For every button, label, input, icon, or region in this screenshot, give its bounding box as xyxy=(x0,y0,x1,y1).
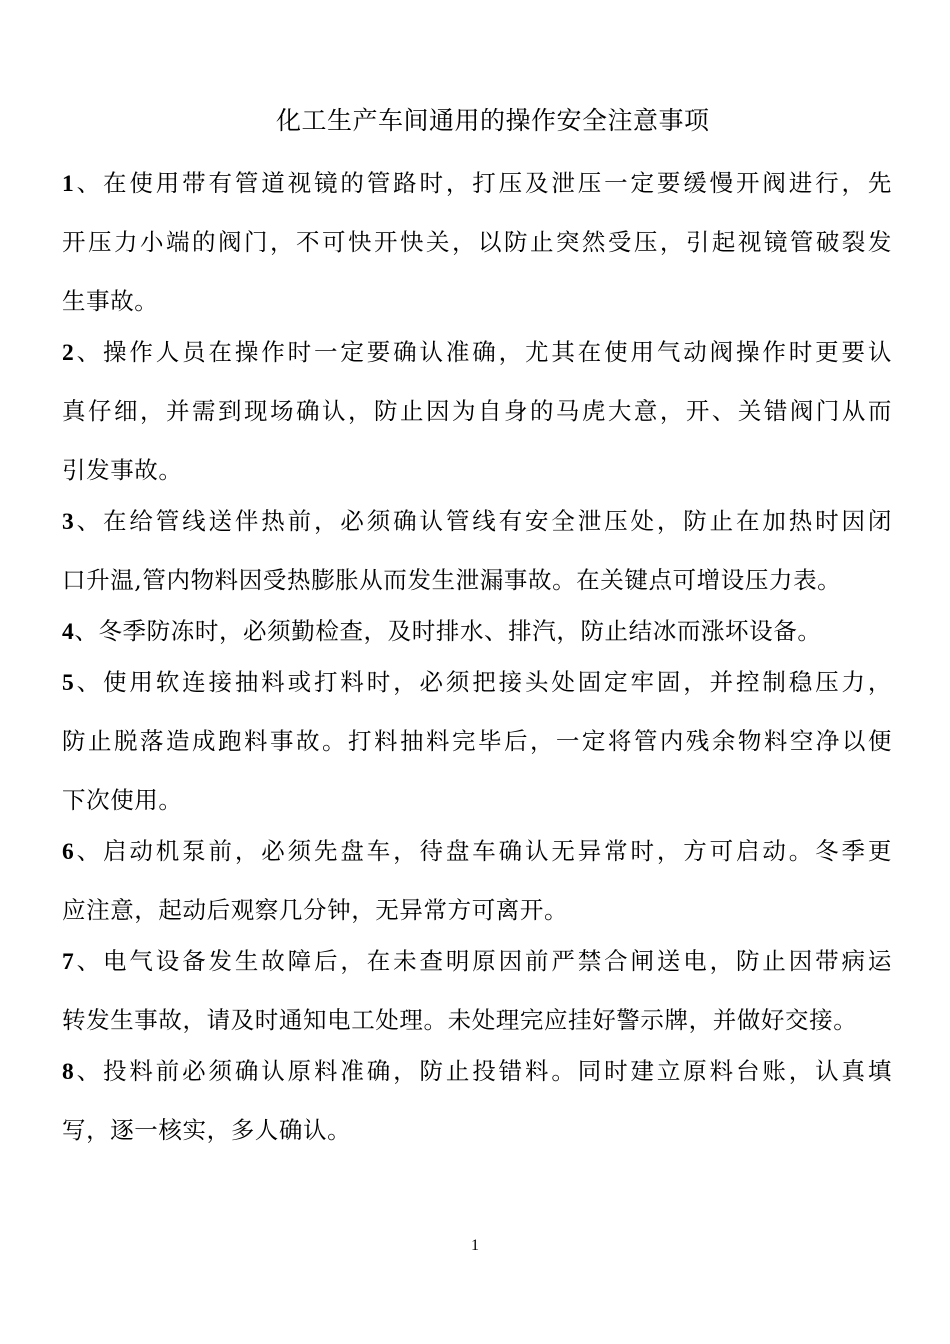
safety-item-line xyxy=(62,721,892,761)
safety-item-6 xyxy=(62,831,892,930)
safety-item-number: 1 xyxy=(62,171,75,197)
safety-item-2 xyxy=(62,332,892,490)
document-title: 化工生产车间通用的操作安全注意事项 xyxy=(276,106,710,135)
safety-item-line xyxy=(62,611,892,651)
safety-item-number: 7 xyxy=(62,949,75,975)
safety-item-line xyxy=(62,391,892,431)
safety-item-number: 4 xyxy=(62,619,75,645)
safety-item-text: 、电气设备发生故障后，在未查明原因前严禁合闸送电，防止因带病运 xyxy=(74,947,892,975)
safety-item-line xyxy=(62,163,892,203)
safety-item-text: 防止脱落造成跑料事故。打料抽料完毕后，一定将管内残余物料空净以便 xyxy=(62,727,892,755)
safety-item-line xyxy=(62,831,892,871)
safety-item-text: 应注意，起动后观察几分钟，无异常方可离开。 xyxy=(62,896,569,924)
safety-item-text: 、投料前必须确认原料准确，防止投错料。同时建立原料台账，认真填 xyxy=(74,1057,892,1085)
safety-item-number: 6 xyxy=(62,839,75,865)
safety-item-line xyxy=(62,941,892,981)
safety-item-text: 真仔细，并需到现场确认，防止因为自身的马虎大意，开、关错阀门从而 xyxy=(62,397,892,425)
safety-item-line xyxy=(62,890,892,930)
safety-item-line xyxy=(62,1110,892,1150)
safety-item-number: 2 xyxy=(62,340,75,366)
safety-item-text: 生事故。 xyxy=(62,287,159,315)
safety-item-text: 写，逐一核实，多人确认。 xyxy=(62,1116,352,1144)
safety-item-8 xyxy=(62,1051,892,1150)
safety-item-line xyxy=(62,780,892,820)
safety-item-line xyxy=(62,662,892,702)
safety-items-list xyxy=(62,163,892,1161)
safety-item-7 xyxy=(62,941,892,1040)
safety-item-5 xyxy=(62,662,892,820)
safety-item-number: 5 xyxy=(62,670,75,696)
safety-item-text: 下次使用。 xyxy=(62,786,183,814)
safety-item-line xyxy=(62,501,892,541)
safety-item-number: 3 xyxy=(62,509,75,535)
safety-item-text: 、在使用带有管道视镜的管路时，打压及泄压一定要缓慢开阀进行，先 xyxy=(74,169,892,197)
safety-item-text: 转发生事故，请及时通知电工处理。未处理完应挂好警示牌，并做好交接。 xyxy=(62,1006,858,1034)
safety-item-text: 、操作人员在操作时一定要确认准确，尤其在使用气动阀操作时更要认 xyxy=(74,338,892,366)
safety-item-line xyxy=(62,332,892,372)
safety-item-text: 、在给管线送伴热前，必须确认管线有安全泄压处，防止在加热时因闭 xyxy=(74,507,892,535)
safety-item-text: 、使用软连接抽料或打料时，必须把接头处固定牢固，并控制稳压力， xyxy=(74,668,892,696)
safety-item-text: 开压力小端的阀门，不可快开快关，以防止突然受压，引起视镜管破裂发 xyxy=(62,228,892,256)
safety-item-line xyxy=(62,1000,892,1040)
safety-item-1 xyxy=(62,163,892,321)
safety-item-number: 8 xyxy=(62,1059,75,1085)
page-number: 1 xyxy=(471,1237,479,1254)
safety-item-line xyxy=(62,281,892,321)
safety-item-text: 、启动机泵前，必须先盘车，待盘车确认无异常时，方可启动。冬季更 xyxy=(74,837,892,865)
safety-item-line xyxy=(62,450,892,490)
safety-item-3 xyxy=(62,501,892,600)
safety-item-text: 、冬季防冻时，必须勤检查，及时排水、排汽，防止结冰而涨坏设备。 xyxy=(74,617,822,645)
safety-item-4 xyxy=(62,611,892,651)
safety-item-line xyxy=(62,1051,892,1091)
safety-item-text: 口升温,管内物料因受热膨胀从而发生泄漏事故。在关键点可增设压力表。 xyxy=(62,566,842,594)
safety-item-line xyxy=(62,560,892,600)
safety-item-text: 引发事故。 xyxy=(62,456,183,484)
safety-item-line xyxy=(62,222,892,262)
